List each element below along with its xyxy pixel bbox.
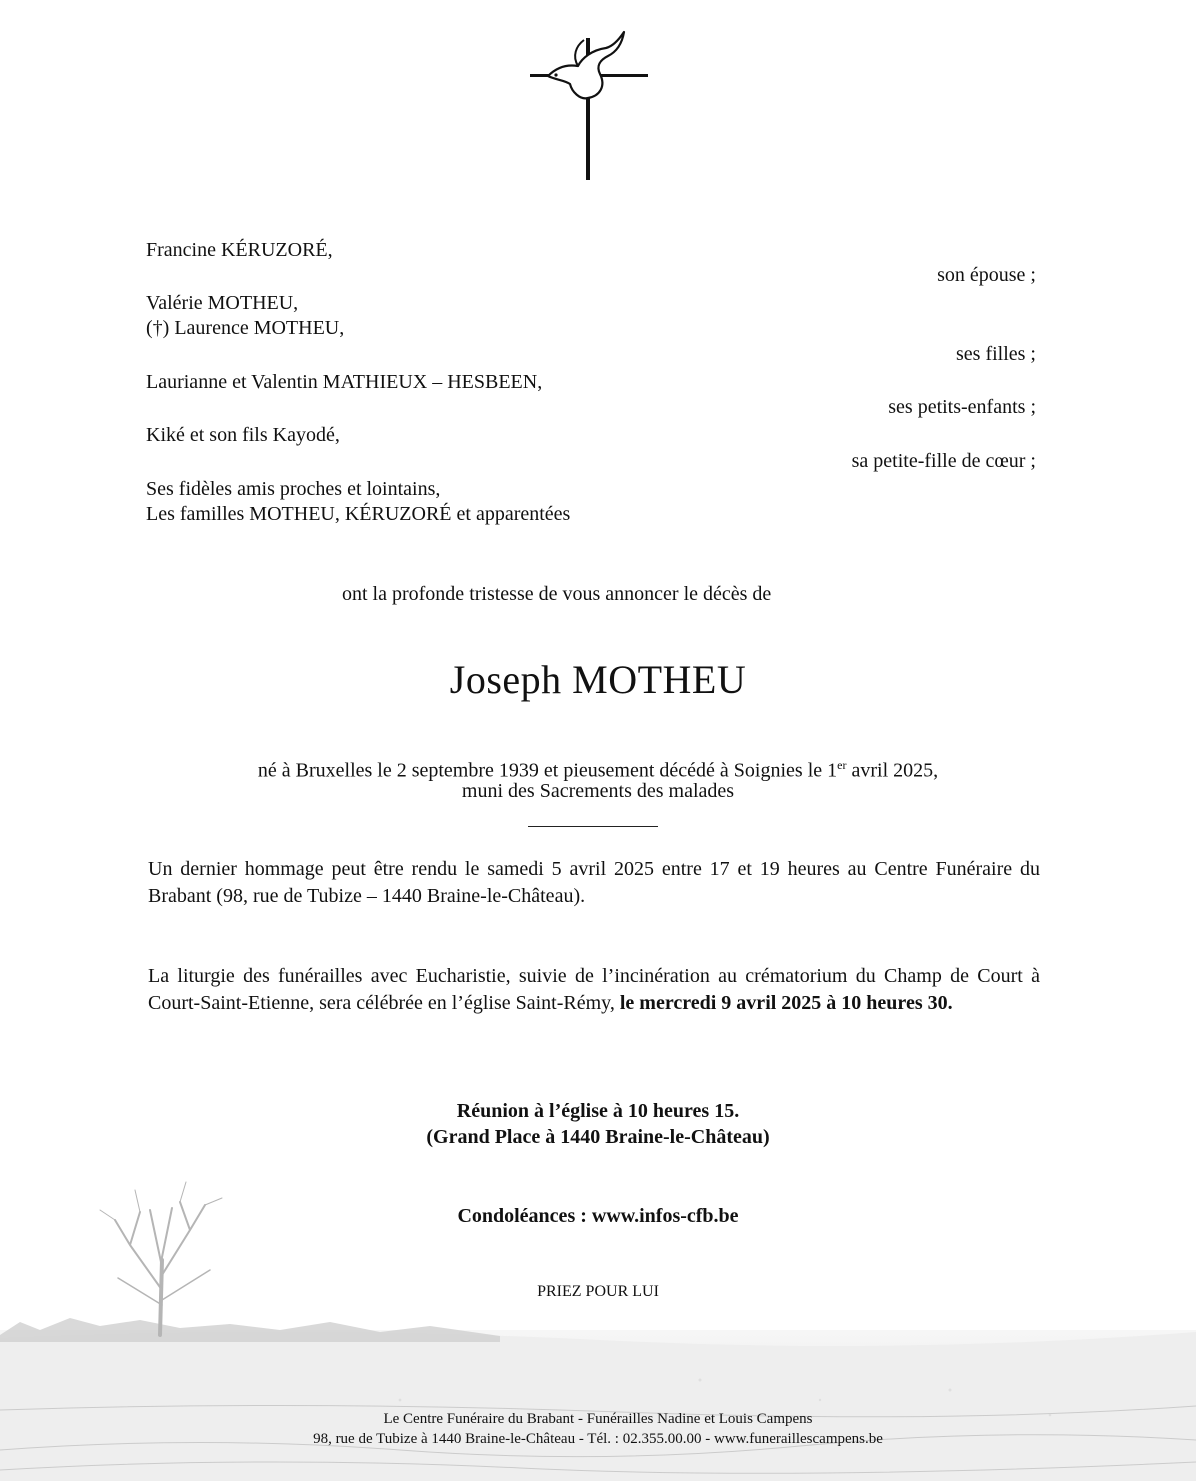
sacraments-line: muni des Sacrements des malades — [461, 780, 735, 802]
family-grandchildren: Laurianne et Valentin MATHIEUX – HESBEEN, — [146, 371, 543, 393]
family-spouse-role: son épouse ; — [937, 264, 1036, 286]
deceased-name — [0, 656, 1196, 703]
birth-death-ordinal: er — [837, 758, 847, 772]
condolences-line: Condoléances : www.infos-cfb.be — [457, 1205, 739, 1227]
family-heart-granddaughter: Kiké et son fils Kayodé, — [146, 424, 340, 446]
footer-line-1: Le Centre Funéraire du Brabant - Funérailles Nadine et Louis Campens — [383, 1411, 813, 1427]
family-grandchildren-role: ses petits-enfants ; — [888, 396, 1036, 418]
family-spouse-name: Francine KÉRUZORÉ, — [146, 239, 333, 261]
meeting-line-1: Réunion à l’église à 10 heures 15. — [456, 1100, 740, 1122]
family-daughters-role: ses filles ; — [956, 343, 1036, 365]
announcement-text: ont la profonde tristesse de vous annoncer le décès de — [342, 583, 772, 605]
liturgy-date: le mercredi 9 avril 2025 à 10 heures 30. — [619, 992, 953, 1014]
family-families: Les familles MOTHEU, KÉRUZORÉ et apparentées — [146, 503, 571, 525]
tribute-paragraph: Un dernier hommage peut être rendu le samedi 5 avril 2025 entre 17 et 19 heures au Centre Funéraire du Brabant (98, rue de Tubize – 1440 Braine-le-Château). — [148, 858, 1040, 907]
family-daughter-2: (†) Laurence MOTHEU, — [146, 317, 345, 339]
meeting-line-2: (Grand Place à 1440 Braine-le-Château) — [426, 1126, 770, 1148]
footer-line-2: 98, rue de Tubize à 1440 Braine-le-Château - Tél. : 02.355.00.00 - www.funeraillescampens.be — [313, 1431, 883, 1447]
liturgy-text: La liturgie des funérailles avec Eucharistie, suivie de l’incinération au crématorium du Champ de Court à Court-Saint-Etienne, sera célébrée en l’église Saint-Rémy, — [148, 965, 1040, 1014]
family-heart-granddaughter-role: sa petite-fille de cœur ; — [851, 450, 1036, 472]
family-daughter-1: Valérie MOTHEU, — [146, 292, 299, 314]
birth-death-prefix: né à Bruxelles le 2 septembre 1939 et pieusement décédé à Soignies le 1 — [257, 759, 838, 782]
prayer-line: PRIEZ POUR LUI — [537, 1283, 659, 1300]
separator-line — [528, 826, 658, 827]
cross-with-dove-icon — [520, 28, 660, 188]
birth-death-suffix: avril 2025, — [846, 759, 939, 782]
deceased-name-text: Joseph MOTHEU — [449, 657, 747, 702]
liturgy-paragraph — [148, 963, 1040, 1017]
family-friends: Ses fidèles amis proches et lointains, — [146, 478, 441, 500]
